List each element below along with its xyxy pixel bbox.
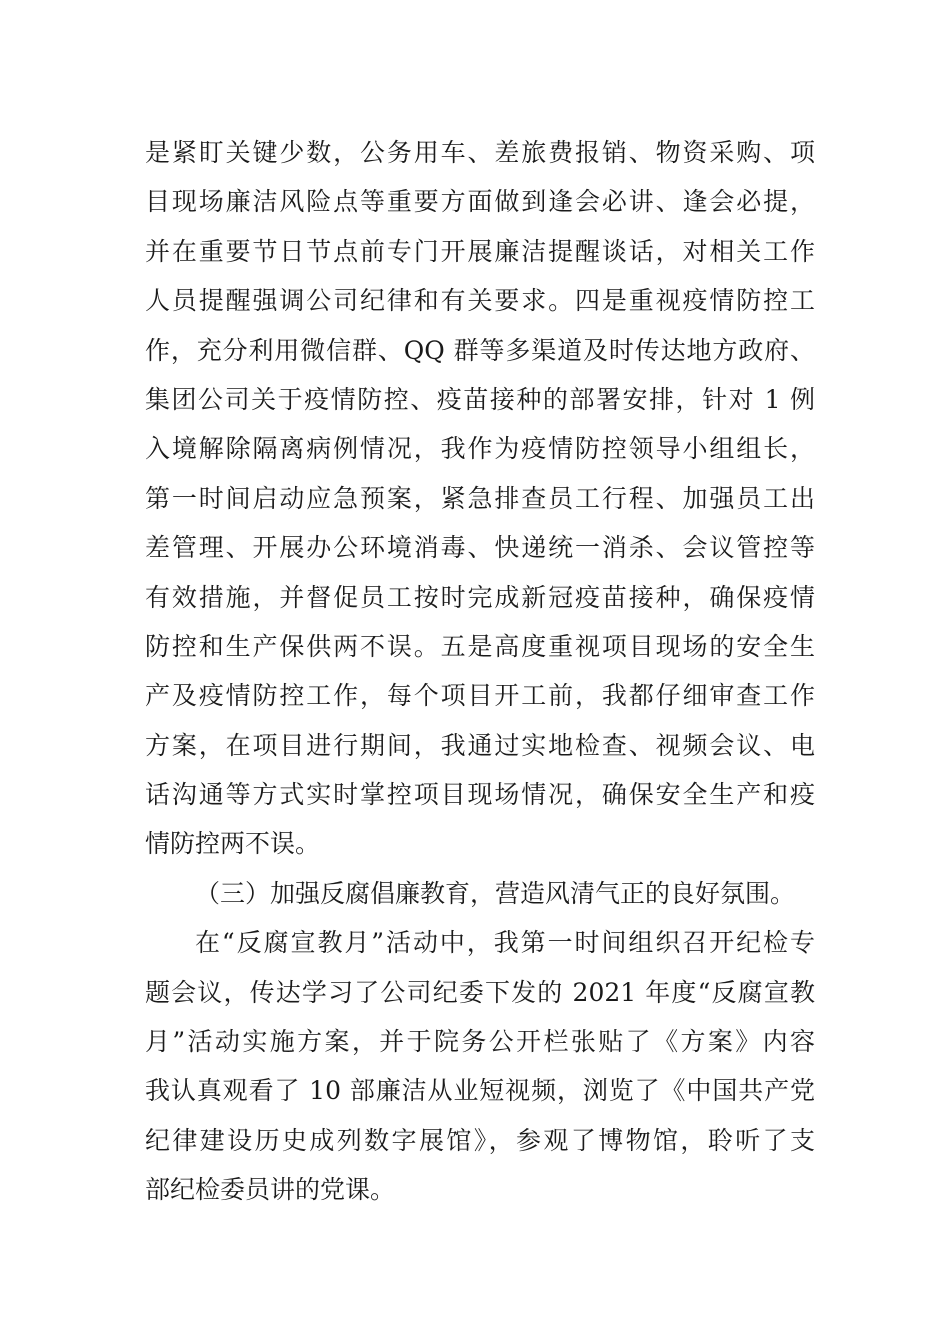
text-line: 纪律建设历史成列数字展馆》，参观了博物馆，聆听了支 [145,1125,815,1155]
body-text [145,128,815,1215]
text-line: 目现场廉洁风险点等重要方面做到逢会必讲、逢会必提， [145,187,815,217]
text-line: 题会议，传达学习了公司纪委下发的 2021 年度“反腐宣教 [145,977,815,1007]
text-line: 方案，在项目进行期间，我通过实地检查、视频会议、电 [145,730,815,760]
text-line: 在“反腐宣教月”活动中，我第一时间组织召开纪检专 [195,928,815,958]
text-line: 有效措施，并督促员工按时完成新冠疫苗接种，确保疫情 [145,582,815,612]
text-line: 集团公司关于疫情防控、疫苗接种的部署安排，针对 1 例 [145,384,815,414]
text-line: 话沟通等方式实时掌控项目现场情况，确保安全生产和疫 [145,780,815,810]
text-line: 并在重要节日节点前专门开展廉洁提醒谈话，对相关工作 [145,236,815,266]
text-line: 第一时间启动应急预案，紧急排查员工行程、加强员工出 [145,483,815,513]
text-line: 作，充分利用微信群、QQ 群等多渠道及时传达地方政府、 [145,335,815,365]
text-line: 差管理、开展办公环境消毒、快递统一消杀、会议管控等 [145,533,815,563]
text-line: 是紧盯关键少数，公务用车、差旅费报销、物资采购、项 [145,138,815,167]
text-line: 入境解除隔离病例情况，我作为疫情防控领导小组组长， [145,434,815,464]
text-line: 情防控两不误。 [145,829,321,859]
text-line: 我认真观看了 10 部廉洁从业短视频，浏览了《中国共产党 [145,1076,815,1106]
text-line: 月”活动实施方案，并于院务公开栏张贴了《方案》内容 [145,1027,815,1057]
text-line: 防控和生产保供两不误。五是高度重视项目现场的安全生 [145,631,815,661]
section-heading: （三）加强反腐倡廉教育，营造风清气正的良好氛围。 [195,878,796,908]
text-line: 产及疫情防控工作，每个项目开工前，我都仔细审查工作 [145,681,815,711]
text-line: 部纪检委员讲的党课。 [145,1175,396,1205]
text-line: 人员提醒强调公司纪律和有关要求。四是重视疫情防控工 [145,286,815,316]
